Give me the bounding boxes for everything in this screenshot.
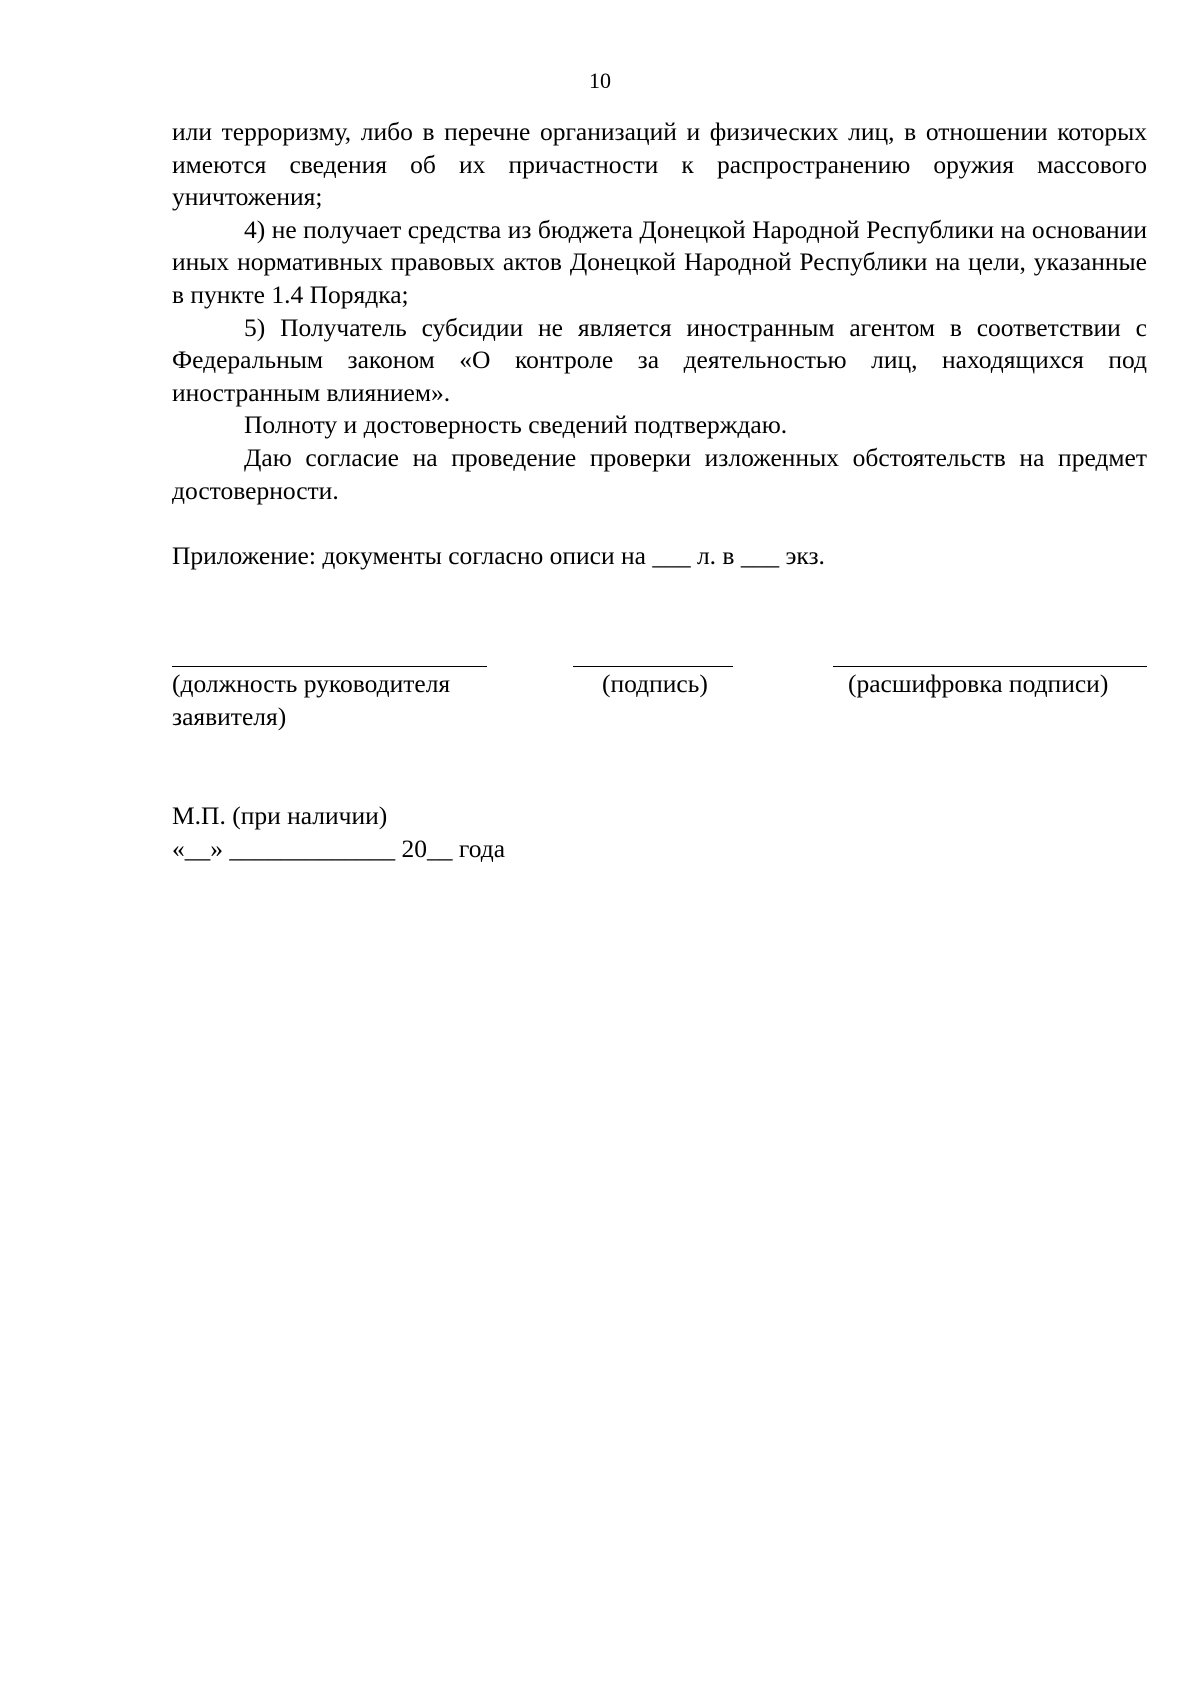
- position-caption: [172, 668, 450, 733]
- position-caption-line1: (должность руководителя: [172, 669, 451, 698]
- paragraph-consent: Даю согласие на проведение проверки изложенных обстоятельств на предмет достоверности.: [172, 442, 1147, 505]
- decoding-caption: (расшифровка подписи): [848, 669, 1109, 698]
- paragraph-continuation: или терроризму, либо в перечне организаций и физических лиц, в отношении которых имеются сведения об их причастности к распространению оружия массового уничтожения;: [172, 117, 1147, 212]
- stamp-label: М.П. (при наличии): [172, 801, 388, 830]
- paragraph-item-4: 4) не получает средства из бюджета Донецкой Народной Республики на основании иных нормативных правовых актов Донецкой Народной Республики на цели, указанные в пункте 1.4 Порядка;: [172, 214, 1147, 309]
- position-caption-line2: заявителя): [172, 701, 287, 731]
- signature-blank-line: [573, 666, 733, 667]
- page-number: 10: [589, 68, 611, 93]
- attachment-line: Приложение: документы согласно описи на ___ л. в ___ экз.: [172, 541, 825, 570]
- paragraph-item-5: 5) Получатель субсидии не является иностранным агентом в соответствии с Федеральным законом «О контроле за деятельностью лиц, находящихся под иностранным влиянием».: [172, 312, 1147, 407]
- stamp-block: [172, 800, 505, 865]
- paragraph-confirmation: Полноту и достоверность сведений подтверждаю.: [244, 410, 788, 440]
- body-text: [172, 116, 1147, 507]
- signature-caption: (подпись): [602, 669, 708, 698]
- decoding-blank-line: [833, 666, 1147, 667]
- position-blank-line: [172, 666, 487, 667]
- date-line: «__» _____________ 20__ года: [172, 833, 506, 863]
